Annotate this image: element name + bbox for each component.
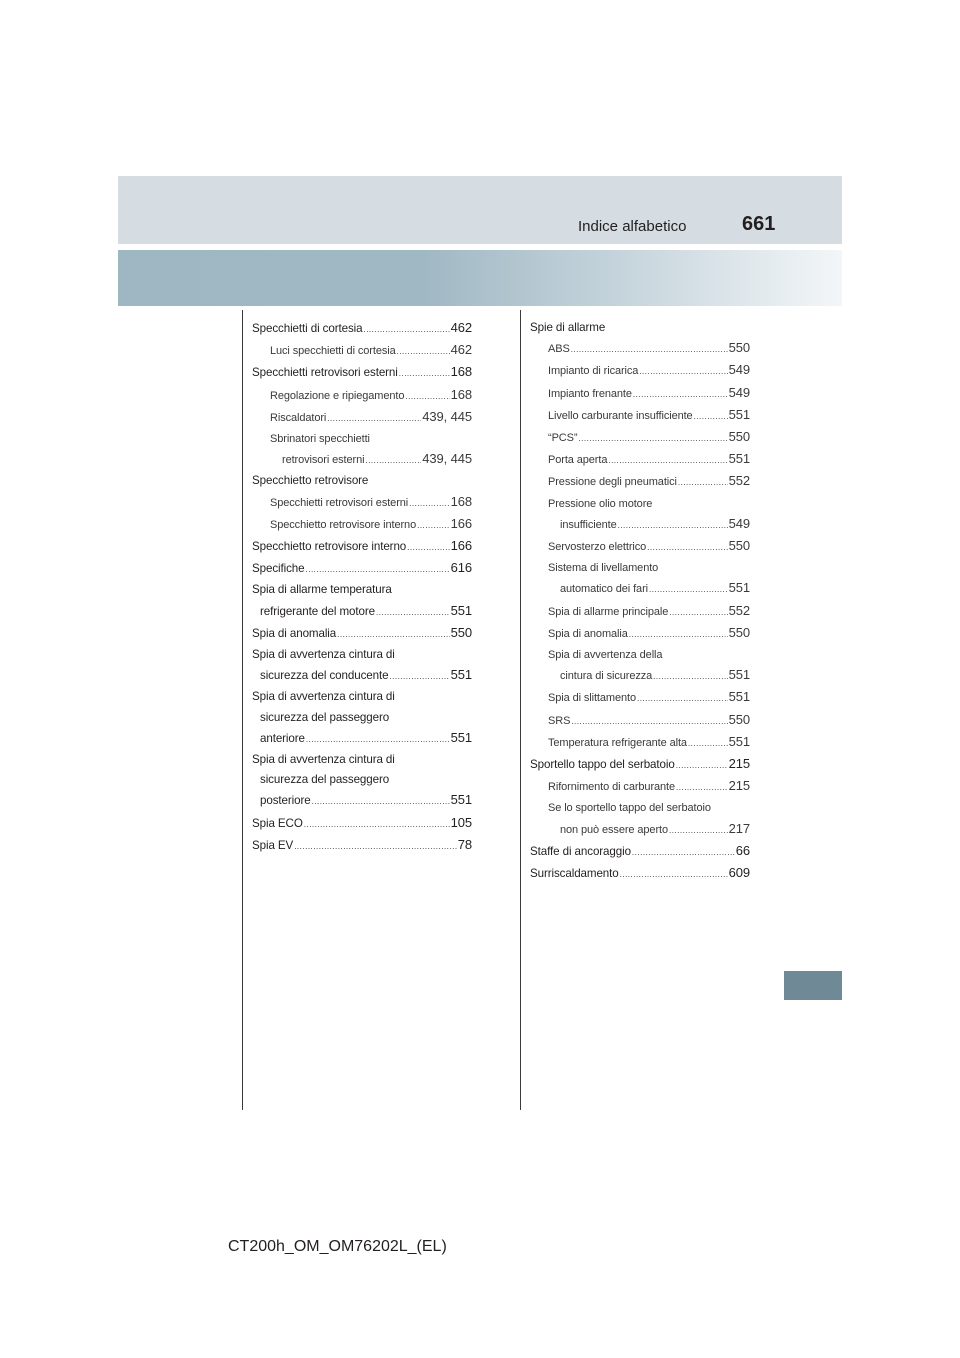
index-page-ref: 551	[728, 689, 750, 705]
index-page-ref: 551	[728, 667, 750, 683]
dot-leader	[632, 843, 735, 863]
index-entry	[530, 623, 750, 645]
index-term: Sbrinatori specchietti	[270, 433, 370, 446]
index-term: Impianto di ricarica	[548, 365, 639, 378]
dot-leader	[629, 625, 728, 645]
index-entry	[252, 728, 472, 750]
index-page-ref: 552	[728, 602, 750, 618]
index-term: Spia di allarme temperatura	[252, 583, 392, 597]
dot-leader	[678, 473, 728, 493]
dot-leader	[407, 538, 449, 558]
dot-leader	[397, 342, 450, 362]
index-page-ref: 215	[728, 756, 750, 772]
index-entry	[252, 558, 472, 580]
index-term: Surriscaldamento	[530, 867, 619, 881]
index-entry	[530, 754, 750, 776]
index-entry	[252, 407, 472, 429]
index-term: anteriore	[260, 731, 305, 745]
index-entry	[252, 514, 472, 536]
section-thumb-tab	[784, 971, 842, 1000]
index-term: Spie di allarme	[530, 321, 606, 334]
dot-leader	[653, 667, 727, 687]
index-page-ref: 439, 445	[422, 451, 472, 467]
dot-leader	[306, 730, 450, 750]
dot-leader	[637, 689, 728, 709]
index-page-ref: 549	[728, 362, 750, 378]
index-term: Spia di anomalia	[252, 626, 337, 640]
dot-leader	[389, 667, 449, 687]
index-term: Specchietto retrovisore	[252, 474, 369, 488]
index-term: Servosterzo elettrico	[548, 541, 647, 554]
index-term: cintura di sicurezza	[560, 670, 653, 683]
index-page-ref: 105	[450, 814, 472, 830]
index-page-ref: 66	[735, 842, 750, 858]
left-column-rule	[242, 310, 243, 1110]
document-code: CT200h_OM_OM76202L_(EL)	[228, 1238, 447, 1255]
index-entry	[530, 601, 750, 623]
index-page-ref: 550	[728, 538, 750, 554]
index-entry	[252, 492, 472, 514]
index-page-ref: 551	[450, 792, 472, 808]
dot-leader	[304, 815, 450, 835]
index-term: Rifornimento di carburante	[548, 781, 676, 794]
index-entry	[252, 665, 472, 687]
index-page-ref: 166	[450, 515, 472, 531]
index-page-ref: 462	[450, 342, 472, 358]
index-page-ref: 552	[728, 473, 750, 489]
index-term: Spia di allarme principale	[548, 605, 669, 618]
dot-leader	[688, 734, 728, 754]
dot-leader	[365, 451, 421, 471]
index-column-right	[530, 318, 750, 885]
dot-leader	[571, 340, 728, 360]
index-page-ref: 551	[450, 729, 472, 745]
index-term: Luci specchietti di cortesia	[270, 345, 396, 358]
index-entry	[252, 536, 472, 558]
index-entry	[252, 708, 472, 728]
index-term: automatico dei fari	[560, 583, 648, 596]
dot-leader	[676, 756, 728, 776]
index-page-ref: 551	[728, 580, 750, 596]
dot-leader	[571, 712, 727, 732]
index-page-ref: 551	[450, 602, 472, 618]
index-page-ref: 462	[450, 320, 472, 335]
index-term: Staffe di ancoraggio	[530, 844, 631, 858]
dot-leader	[639, 362, 727, 382]
index-page-ref: 550	[728, 711, 750, 727]
index-term: Sportello tappo del serbatoio	[530, 758, 675, 772]
dot-leader	[620, 865, 728, 885]
index-entry	[530, 471, 750, 493]
index-term: Impianto frenante	[548, 387, 632, 400]
index-page-ref: 550	[728, 429, 750, 445]
index-term: “PCS”	[548, 432, 578, 445]
index-entry	[252, 750, 472, 770]
index-entry	[530, 732, 750, 754]
index-term: Specchietto retrovisore interno	[252, 540, 407, 554]
index-term: Porta aperta	[548, 454, 608, 467]
index-entry	[530, 514, 750, 536]
index-term: sicurezza del passeggero	[260, 710, 390, 724]
index-term: Spia di avvertenza della	[548, 649, 663, 662]
index-term: SRS	[548, 714, 571, 727]
dot-leader	[649, 580, 728, 600]
index-entry	[530, 819, 750, 841]
index-entry	[252, 429, 472, 449]
index-term: Pressione olio motore	[548, 497, 653, 510]
index-page-ref: 549	[728, 515, 750, 531]
dot-leader	[405, 387, 449, 407]
index-entry	[530, 427, 750, 449]
index-term: Spia di avvertenza cintura di	[252, 690, 395, 704]
index-entry	[252, 623, 472, 645]
index-entry	[530, 798, 750, 818]
index-term: sicurezza del conducente	[260, 669, 389, 683]
index-entry	[530, 863, 750, 885]
index-term: Regolazione e ripiegamento	[270, 389, 405, 402]
index-term: retrovisori esterni	[282, 454, 365, 467]
index-entry	[252, 813, 472, 835]
index-entry	[252, 340, 472, 362]
section-title: Indice alfabetico	[578, 218, 687, 235]
index-term: Spia di avvertenza cintura di	[252, 648, 395, 662]
index-entry	[252, 318, 472, 340]
index-term: Spia di slittamento	[548, 692, 636, 705]
index-entry	[530, 360, 750, 382]
index-term: Specifiche	[252, 562, 305, 576]
index-page-ref: 616	[450, 560, 472, 576]
index-entry	[252, 449, 472, 471]
index-entry	[252, 687, 472, 707]
index-page-ref: 439, 445	[422, 408, 472, 424]
index-term: Pressione degli pneumatici	[548, 476, 677, 489]
dot-leader	[633, 385, 728, 405]
dot-leader	[337, 625, 449, 645]
index-page-ref: 551	[450, 667, 472, 683]
index-entry	[530, 687, 750, 709]
index-entry	[252, 645, 472, 665]
dot-leader	[578, 429, 727, 449]
index-term: Livello carburante insufficiente	[548, 409, 693, 422]
index-term: Spia di avvertenza cintura di	[252, 753, 395, 767]
index-entry	[530, 710, 750, 732]
index-page-ref: 549	[728, 384, 750, 400]
header-gradient-band	[118, 250, 842, 306]
index-entry	[252, 471, 472, 491]
dot-leader	[327, 409, 421, 429]
index-entry	[530, 665, 750, 687]
index-entry	[252, 601, 472, 623]
dot-leader	[376, 603, 450, 623]
index-page-ref: 550	[728, 624, 750, 640]
index-entry	[530, 536, 750, 558]
index-page-ref: 550	[728, 340, 750, 356]
index-term: Spia ECO	[252, 816, 303, 830]
index-entry	[530, 645, 750, 665]
index-term: Se lo sportello tappo del serbatoio	[548, 802, 711, 815]
index-entry	[530, 449, 750, 471]
index-term: Specchietti retrovisori esterni	[270, 496, 409, 509]
index-entry	[252, 362, 472, 384]
index-term: non può essere aperto	[560, 823, 668, 836]
index-page-ref: 551	[728, 406, 750, 422]
dot-leader	[363, 320, 449, 340]
dot-leader	[676, 778, 728, 798]
index-entry	[530, 405, 750, 427]
dot-leader	[312, 792, 450, 812]
dot-leader	[669, 821, 728, 841]
index-page-ref: 168	[450, 386, 472, 402]
dot-leader	[306, 560, 450, 580]
dot-leader	[409, 494, 449, 514]
index-page-ref: 78	[457, 836, 472, 852]
index-page-ref: 166	[450, 538, 472, 554]
index-entry	[530, 558, 750, 578]
index-entry	[530, 318, 750, 338]
dot-leader	[608, 451, 727, 471]
index-page-ref: 215	[728, 778, 750, 794]
index-page-ref: 168	[450, 493, 472, 509]
dot-leader	[294, 837, 457, 857]
index-term: Temperatura refrigerante alta	[548, 736, 687, 749]
dot-leader	[399, 364, 450, 384]
index-page-ref: 609	[728, 865, 750, 881]
index-page-ref: 217	[728, 820, 750, 836]
index-page-ref: 551	[728, 733, 750, 749]
index-entry	[530, 383, 750, 405]
index-page-ref: 168	[450, 364, 472, 380]
dot-leader	[669, 603, 727, 623]
index-term: Specchietti di cortesia	[252, 322, 363, 335]
index-entry	[530, 338, 750, 360]
index-term: posteriore	[260, 794, 311, 808]
dot-leader	[694, 407, 728, 427]
index-term: insufficiente	[560, 518, 617, 531]
dot-leader	[647, 538, 727, 558]
index-entry	[252, 790, 472, 812]
index-entry	[530, 494, 750, 514]
index-entry	[530, 776, 750, 798]
page-number: 661	[742, 213, 776, 235]
index-entry	[530, 841, 750, 863]
index-entry	[252, 770, 472, 790]
index-term: Spia di anomalia	[548, 627, 628, 640]
right-column-rule	[520, 310, 521, 1110]
index-term: ABS	[548, 343, 570, 356]
index-entry	[530, 578, 750, 600]
index-term: refrigerante del motore	[260, 604, 375, 618]
index-term: Sistema di livellamento	[548, 562, 659, 575]
index-page-ref: 551	[728, 451, 750, 467]
index-term: Specchietto retrovisore interno	[270, 518, 417, 531]
index-column-left	[252, 318, 472, 857]
index-entry	[252, 580, 472, 600]
dot-leader	[618, 516, 728, 536]
index-term: sicurezza del passeggero	[260, 773, 390, 787]
index-page-ref: 550	[450, 624, 472, 640]
index-term: Riscaldatori	[270, 411, 327, 424]
index-term: Specchietti retrovisori esterni	[252, 366, 398, 380]
header-bar	[118, 176, 842, 244]
index-entry	[252, 385, 472, 407]
dot-leader	[417, 516, 450, 536]
index-entry	[252, 835, 472, 857]
index-term: Spia EV	[252, 838, 294, 852]
